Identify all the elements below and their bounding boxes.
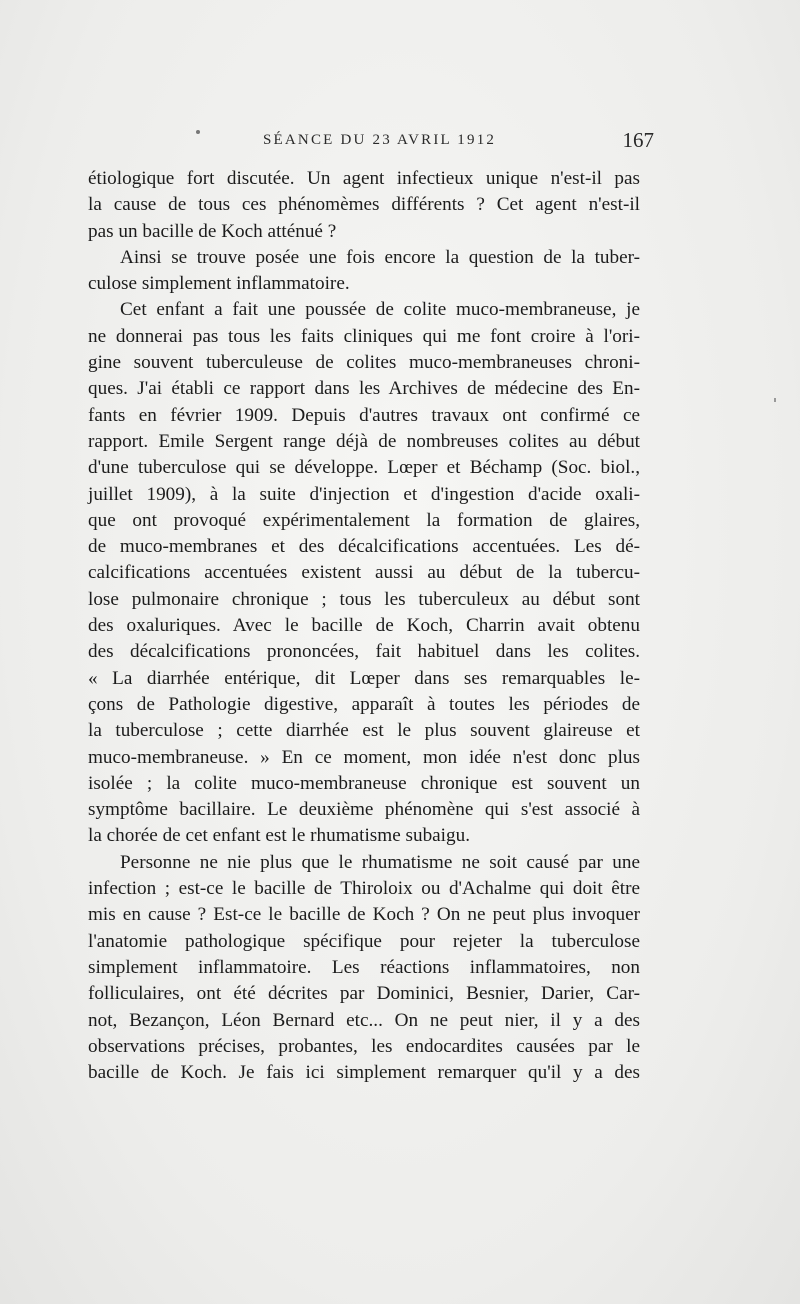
paragraph xyxy=(88,850,640,1087)
text-line: observations précises, probantes, les endocardites causées par le xyxy=(88,1035,640,1057)
text-line: lose pulmonaire chronique ; tous les tuberculeux au début sont xyxy=(88,588,640,610)
text-line: fants en février 1909. Depuis d'autres travaux ont confirmé ce xyxy=(88,404,640,426)
text-line: infection ; est-ce le bacille de Thiroloix ou d'Achalme qui doit être xyxy=(88,878,640,900)
text-line: que ont provoqué expérimentalement la formation de glaires, xyxy=(88,509,640,531)
text-line: des oxaluriques. Avec le bacille de Koch, Charrin avait obtenu xyxy=(88,615,640,637)
text-line: ques. J'ai établi ce rapport dans les Archives de médecine des En- xyxy=(88,378,640,400)
text-line: la chorée de cet enfant est le rhumatisme subaigu. xyxy=(88,825,470,847)
text-line: symptôme bacillaire. Le deuxième phénomène qui s'est associé à xyxy=(88,799,640,821)
text-line: not, Bezançon, Léon Bernard etc... On ne peut nier, il y a des xyxy=(88,1009,640,1031)
page-header xyxy=(88,130,654,160)
text-line: çons de Pathologie digestive, apparaît à toutes les périodes de xyxy=(88,693,640,715)
paragraph xyxy=(88,297,640,849)
text-line: culose simplement inflammatoire. xyxy=(88,273,350,295)
paragraph xyxy=(88,245,640,298)
body-text xyxy=(88,166,640,1086)
text-line: Ainsi se trouve posée une fois encore la question de la tuber- xyxy=(120,246,640,268)
text-line: de muco-membranes et des décalcifications accentuées. Les dé- xyxy=(88,536,640,558)
text-line: l'anatomie pathologique spécifique pour rejeter la tuberculose xyxy=(88,930,640,952)
text-line: simplement inflammatoire. Les réactions inflammatoires, non xyxy=(88,956,640,978)
text-line: bacille de Koch. Je fais ici simplement remarquer qu'il y a des xyxy=(88,1062,640,1084)
text-line: folliculaires, ont été décrites par Dominici, Besnier, Darier, Car- xyxy=(88,983,640,1005)
text-line: isolée ; la colite muco-membraneuse chronique est souvent un xyxy=(88,772,640,794)
print-speck xyxy=(774,398,776,402)
text-line: muco-membraneuse. » En ce moment, mon idée n'est donc plus xyxy=(88,746,640,768)
text-line: d'une tuberculose qui se développe. Lœper et Béchamp (Soc. biol., xyxy=(88,457,640,479)
page-number: 167 xyxy=(622,128,654,152)
text-line: des décalcifications prononcées, fait habituel dans les colites. xyxy=(88,641,640,663)
text-line: mis en cause ? Est-ce le bacille de Koch ? On ne peut plus invoquer xyxy=(88,904,640,926)
text-line: la tuberculose ; cette diarrhée est le plus souvent glaireuse et xyxy=(88,720,640,742)
paragraph xyxy=(88,166,640,245)
text-line: Cet enfant a fait une poussée de colite muco-membraneuse, je xyxy=(120,299,640,321)
text-line: « La diarrhée entérique, dit Lœper dans ses remarquables le- xyxy=(88,667,640,689)
text-line: ne donnerai pas tous les faits cliniques qui me font croire à l'ori- xyxy=(88,325,640,347)
text-line: calcifications accentuées existent aussi au début de la tubercu- xyxy=(88,562,640,584)
text-line: Personne ne nie plus que le rhumatisme ne soit causé par une xyxy=(120,851,640,873)
running-head: SÉANCE DU 23 AVRIL 1912 xyxy=(263,132,497,148)
text-line: rapport. Emile Sergent range déjà de nombreuses colites au début xyxy=(88,430,640,452)
text-line: la cause de tous ces phénomèmes différents ? Cet agent n'est-il xyxy=(88,194,640,216)
text-line: juillet 1909), à la suite d'injection et d'ingestion d'acide oxali- xyxy=(88,483,640,505)
text-line: gine souvent tuberculeuse de colites muco-membraneuses chroni- xyxy=(88,352,640,374)
text-line: étiologique fort discutée. Un agent infectieux unique n'est-il pas xyxy=(88,168,640,189)
text-line: pas un bacille de Koch atténué ? xyxy=(88,220,337,242)
